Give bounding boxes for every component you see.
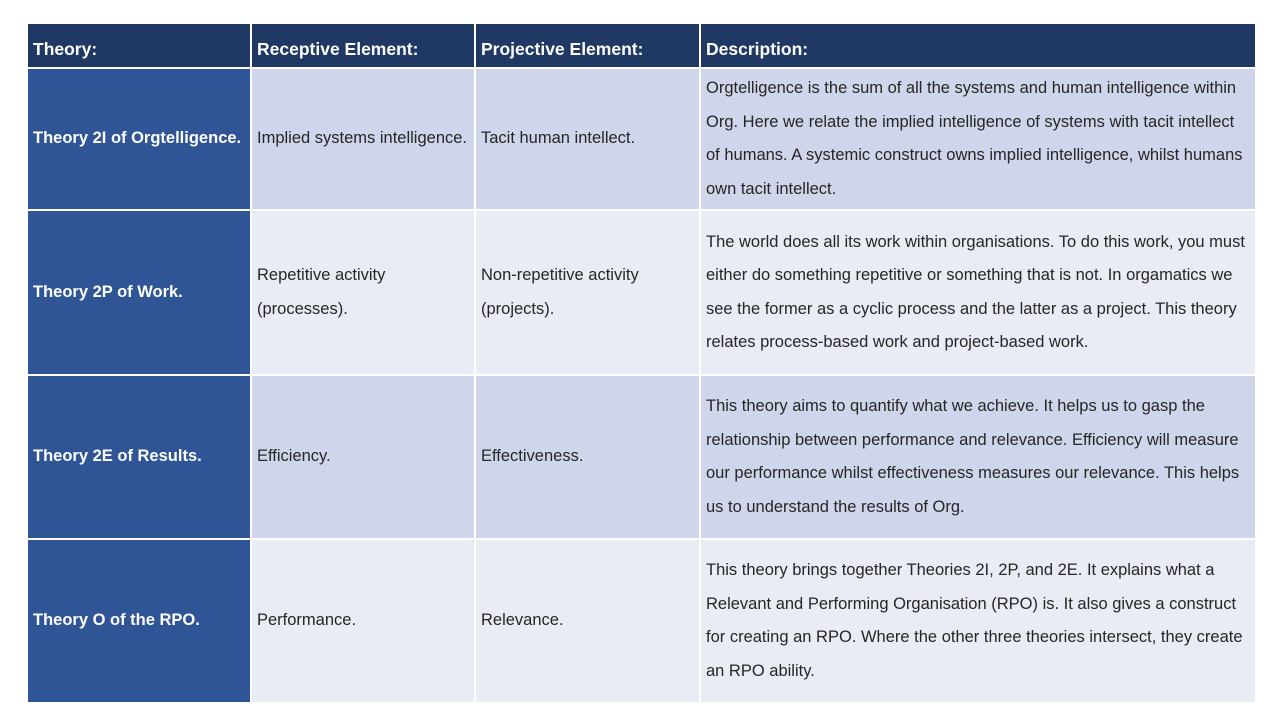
description-cell: The world does all its work within organisations. To do this work, you must either do something repetitive or something that is not. In orgamatics we see the former as a cyclic process and the latter as a project. This theory relates process-based work and project-based work. [700,210,1256,375]
receptive-cell: Repetitive activity (processes). [251,210,475,375]
projective-cell: Non-repetitive activity (projects). [475,210,700,375]
header-receptive-element: Receptive Element: [251,24,475,68]
projective-cell: Tacit human intellect. [475,68,700,210]
table-row [27,210,1256,375]
table-row [27,375,1256,539]
projective-cell: Effectiveness. [475,375,700,539]
theories-table [26,24,1257,704]
receptive-cell: Efficiency. [251,375,475,539]
theory-cell: Theory 2E of Results. [27,375,251,539]
receptive-cell: Performance. [251,539,475,703]
header-row [27,24,1256,68]
description-cell: This theory aims to quantify what we achieve. It helps us to gasp the relationship between performance and relevance. Efficiency will measure our performance whilst effectiveness measures our relevance. This helps us to understand the results of Org. [700,375,1256,539]
theory-cell: Theory O of the RPO. [27,539,251,703]
receptive-cell: Implied systems intelligence. [251,68,475,210]
theory-cell: Theory 2P of Work. [27,210,251,375]
theory-cell: Theory 2I of Orgtelligence. [27,68,251,210]
table-row [27,68,1256,210]
header-projective-element: Projective Element: [475,24,700,68]
header-theory: Theory: [27,24,251,68]
table-row [27,539,1256,703]
description-cell: Orgtelligence is the sum of all the systems and human intelligence within Org. Here we relate the implied intelligence of systems with tacit intellect of humans. A systemic construct owns implied intelligence, whilst humans own tacit intellect. [700,68,1256,210]
description-cell: This theory brings together Theories 2I, 2P, and 2E. It explains what a Relevant and Performing Organisation (RPO) is. It also gives a construct for creating an RPO. Where the other three theories intersect, they create an RPO ability. [700,539,1256,703]
header-description: Description: [700,24,1256,68]
table-header [27,24,1256,68]
table-body [27,68,1256,703]
projective-cell: Relevance. [475,539,700,703]
